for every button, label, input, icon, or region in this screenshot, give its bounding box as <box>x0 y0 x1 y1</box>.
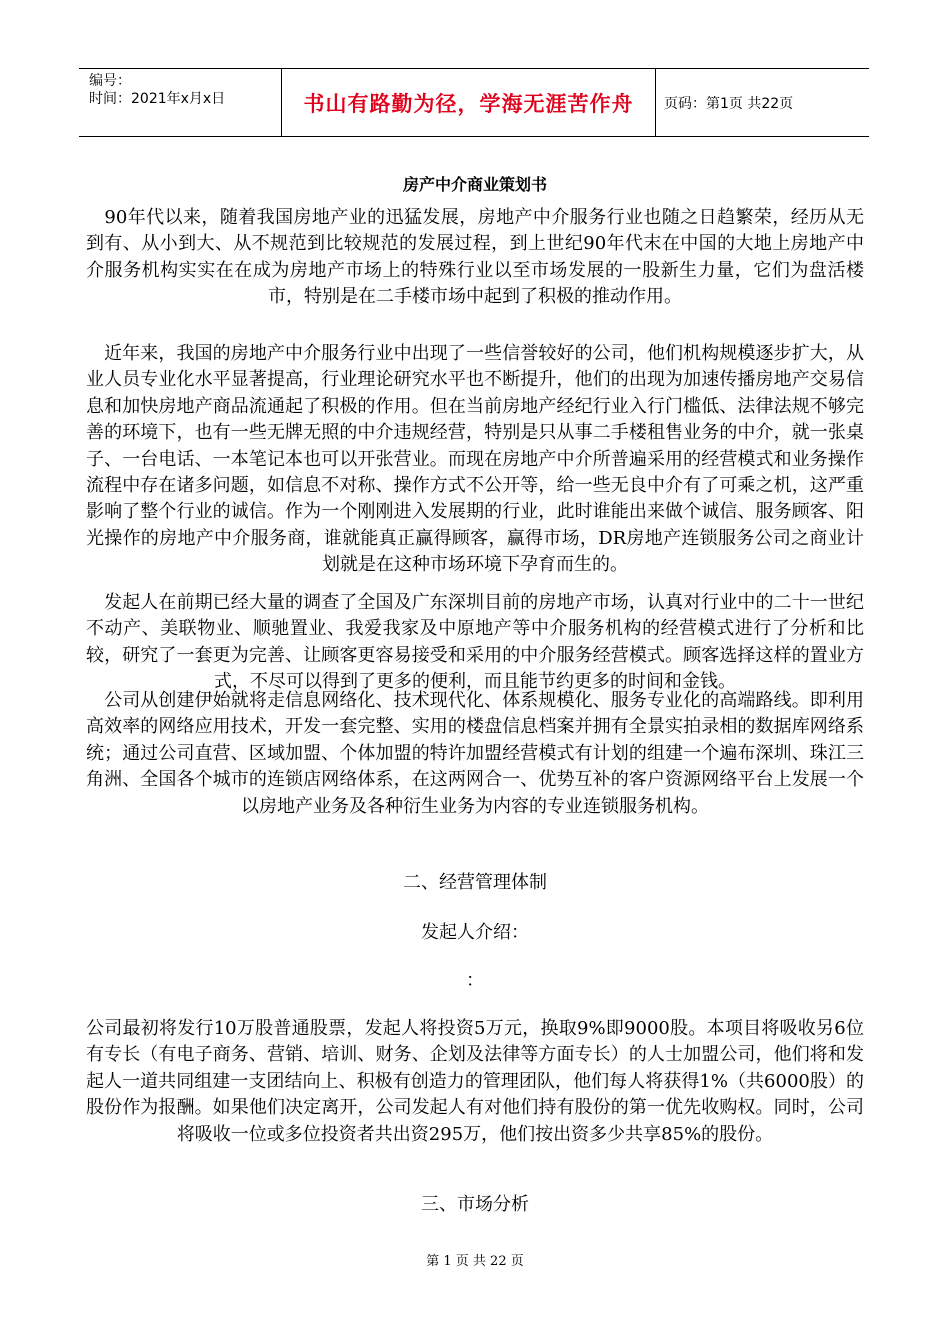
document-header <box>79 68 869 137</box>
time-label: 时间：2021年x月x日 <box>89 91 226 107</box>
page-footer: 第 1 页 共 22 页 <box>426 1254 524 1269</box>
paragraph-company-route: 公司从创建伊始就将走信息网络化、技术现代化、体系规模化、服务专业化的高端路线。即利用高效率的网络应用技术，开发一套完整、实用的楼盘信息档案并拥有全景实拍录相的数据库网络系统；通过公司直营、区域加盟、个体加盟的特许加盟经营模式有计划的组建一个遍布深圳、珠江三角洲、全国各个城市的连锁店网络体系，在这两网合一、优势互补的客户资源网络平台上发展一个以房地产业务及各种衍生业务为内容的专业连锁服务机构。 <box>86 690 864 817</box>
paragraph-intro: 90年代以来，随着我国房地产业的迅猛发展，房地产中介服务行业也随之日趋繁荣，经历从无到有、从小到大、从不规范到比较规范的发展过程，到上世纪90年代末在中国的大地上房地产中介服务机构实实在在成为房地产市场上的特殊行业以至市场发展的一股新生力量，它们为盘活楼市，特别是在二手楼市场中起到了积极的推动作用。 <box>86 207 864 308</box>
colon-mark: ： <box>466 970 484 991</box>
number-label: 编号： <box>89 73 131 89</box>
header-meta <box>79 69 282 136</box>
founder-heading: 发起人介绍： <box>421 922 529 943</box>
document-title: 房产中介商业策划书 <box>402 175 547 194</box>
motto: 书山有路勤为径，学海无涯苦作舟 <box>282 69 656 136</box>
paragraph-recent-years: 近年来，我国的房地产中介服务行业中出现了一些信誉较好的公司，他们机构规模逐步扩大，从业人员专业化水平显著提高，行业理论研究水平也不断提升，他们的出现为加速传播房地产交易信息和加快房地产商品流通起了积极的作用。但在当前房地产经纪行业入行门槛低、法律法规不够完善的环境下，也有一些无牌无照的中介违规经营，特别是只从事二手楼租售业务的中介，就一张桌子、一台电话、一本笔记本也可以开张营业。而现在房地产中介所普遍采用的经营模式和业务操作流程中存在诸多问题，如信息不对称、操作方式不公开等，给一些无良中介有了可乘之机，这严重影响了整个行业的诚信。作为一个刚刚进入发展期的行业，此时谁能出来做个诚信、服务顾客、阳光操作的房地产中介服务商，谁就能真正赢得顾客，赢得市场，DR房地产连锁服务公司之商业计划就是在这种市场环境下孕育而生的。 <box>86 343 864 576</box>
paragraph-shares: 公司最初将发行10万股普通股票，发起人将投资5万元，换取9%即9000股。本项目将吸收另6位有专长（有电子商务、营销、培训、财务、企划及法律等方面专长）的人士加盟公司，他们将和发起人一道共同组建一支团结向上、积极有创造力的管理团队，他们每人将获得1%（共6000股）的股份作为报酬。如果他们决定离开，公司发起人有对他们持有股份的第一优先收购权。同时，公司将吸收一位或多位投资者共出资295万，他们按出资多少共享85%的股份。 <box>86 1018 864 1145</box>
section-3-heading: 三、市场分析 <box>421 1194 529 1215</box>
paragraph-founder-research: 发起人在前期已经大量的调查了全国及广东深圳目前的房地产市场，认真对行业中的二十一世纪不动产、美联物业、顺驰置业、我爱我家及中原地产等中介服务机构的经营模式进行了分析和比较，研究了一套更为完善、让顾客更容易接受和采用的中介服务经营模式。顾客选择这样的置业方式，不尽可以得到了更多的便利，而且能节约更多的时间和金钱。 <box>86 592 864 693</box>
section-2-heading: 二、经营管理体制 <box>403 872 547 893</box>
page-info: 页码：第1页 共22页 <box>664 95 794 112</box>
